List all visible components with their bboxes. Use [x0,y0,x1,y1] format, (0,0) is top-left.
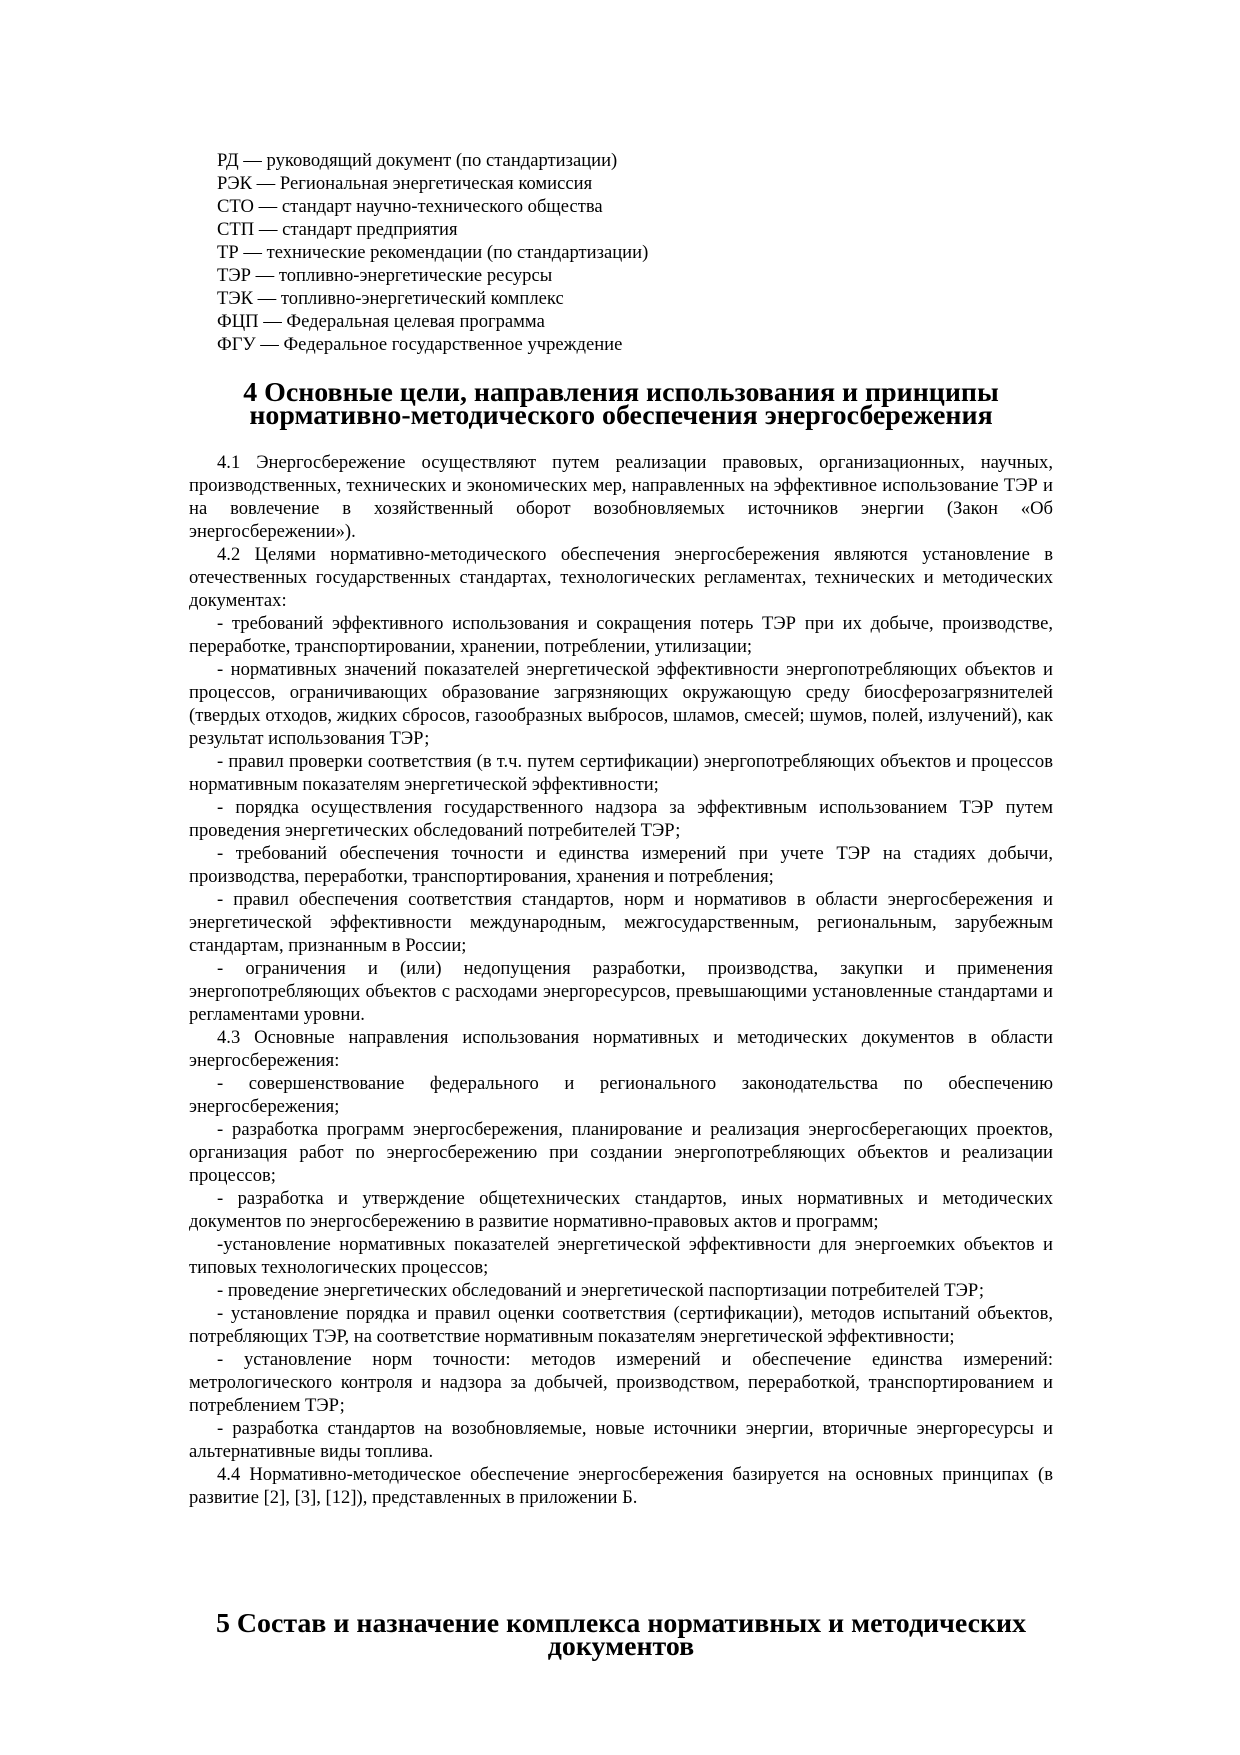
list-item: - разработка стандартов на возобновляемые, новые источники энергии, вторичные энергоресурсы и альтернативные виды топлива. [189,1418,1053,1462]
list-item: - установление порядка и правил оценки соответствия (сертификации), методов испытаний объектов, потребляющих ТЭР, на соответствие нормативным показателям энергетической эффективности; [189,1303,1053,1347]
paragraph-4-1: 4.1 Энергосбережение осуществляют путем реализации правовых, организационных, научных, производственных, технических и экономических мер, направленных на эффективное использование ТЭР и на вовлечение в хозяйственный оборот возобновляемых источников энергии (Закон «Об энергосбережении»). [189,452,1053,542]
section-4-heading-line-2: нормативно-методического обеспечения энергосбережения [249,400,993,431]
list-item: - правил обеспечения соответствия стандартов, норм и нормативов в области энергосбережения и энергетической эффективности международным, межгосударственным, региональным, зарубежным стандартам, признанным в России; [189,889,1053,956]
list-item: -установление нормативных показателей энергетической эффективности для энергоемких объектов и типовых технологических процессов; [189,1234,1053,1278]
list-item: - установление норм точности: методов измерений и обеспечение единства измерений: метрологического контроля и надзора за добычей, производством, переработкой, транспортированием и потреблением ТЭР; [189,1349,1053,1416]
paragraph-4-2: 4.2 Целями нормативно-методического обеспечения энергосбережения являются установление в отечественных государственных стандартах, технологических регламентах, технических и методических документах: [189,544,1053,611]
list-item: - нормативных значений показателей энергетической эффективности энергопотребляющих объектов и процессов, ограничивающих образование загрязняющих окружающую среду биосферозагрязнителей (твердых отходов, жидких сбросов, газообразных выбросов, шламов, смесей; шумов, полей, излучений), как результат использования ТЭР; [189,659,1053,749]
paragraph-4-4: 4.4 Нормативно-методическое обеспечение энергосбережения базируется на основных принципах (в развитие [2], [3], [12]), представленных в приложении Б. [189,1464,1053,1508]
abbreviation-item: ТР — технические рекомендации (по стандартизации) [217,242,649,263]
abbreviation-item: ФГУ — Федеральное государственное учреждение [217,334,623,355]
list-item: - проведение энергетических обследований и энергетической паспортизации потребителей ТЭР; [217,1280,985,1301]
section-4-heading-line-1: 4 Основные цели, направления использования и принципы [243,377,999,408]
abbreviation-item: СТП — стандарт предприятия [217,219,458,240]
abbreviation-item: ТЭР — топливно-энергетические ресурсы [217,265,553,286]
section-4-heading [189,377,1053,431]
abbreviation-item: ФЦП — Федеральная целевая программа [217,311,545,332]
abbreviation-item: ТЭК — топливно-энергетический комплекс [217,288,564,309]
list-item: - разработка программ энергосбережения, планирование и реализация энергосберегающих проектов, организация работ по энергосбережению при создании энергопотребляющих объектов и реализации процессов; [189,1119,1053,1186]
abbreviation-item: СТО — стандарт научно-технического общества [217,196,603,217]
abbreviation-item: РЭК — Региональная энергетическая комиссия [217,173,593,194]
abbreviation-item: РД — руководящий документ (по стандартизации) [217,150,618,171]
list-item: - ограничения и (или) недопущения разработки, производства, закупки и применения энергопотребляющих объектов с расходами энергоресурсов, превышающими установленные стандартами и регламентами уровни. [189,958,1053,1025]
abbreviation-list [217,149,648,356]
section-5-heading [189,1608,1053,1662]
list-item: - порядка осуществления государственного надзора за эффективным использованием ТЭР путем проведения энергетических обследований потребителей ТЭР; [189,797,1053,841]
paragraph-4-3: 4.3 Основные направления использования нормативных и методических документов в области энергосбережения: [189,1027,1053,1071]
section-4-body [189,451,1053,1509]
list-item: - правил проверки соответствия (в т.ч. путем сертификации) энергопотребляющих объектов и процессов нормативным показателям энергетической эффективности; [189,751,1053,795]
list-item: - требований эффективного использования и сокращения потерь ТЭР при их добыче, производстве, переработке, транспортировании, хранении, потреблении, утилизации; [189,613,1053,657]
list-item: - совершенствование федерального и регионального законодательства по обеспечению энергосбережения; [189,1073,1053,1117]
list-item: - требований обеспечения точности и единства измерений при учете ТЭР на стадиях добычи, производства, переработки, транспортирования, хранения и потребления; [189,843,1053,887]
section-5-heading-line: 5 Состав и назначение комплекса нормативных и методических документов [215,1608,1027,1662]
list-item: - разработка и утверждение общетехнических стандартов, иных нормативных и методических документов по энергосбережению в развитие нормативно-правовых актов и программ; [189,1188,1053,1232]
